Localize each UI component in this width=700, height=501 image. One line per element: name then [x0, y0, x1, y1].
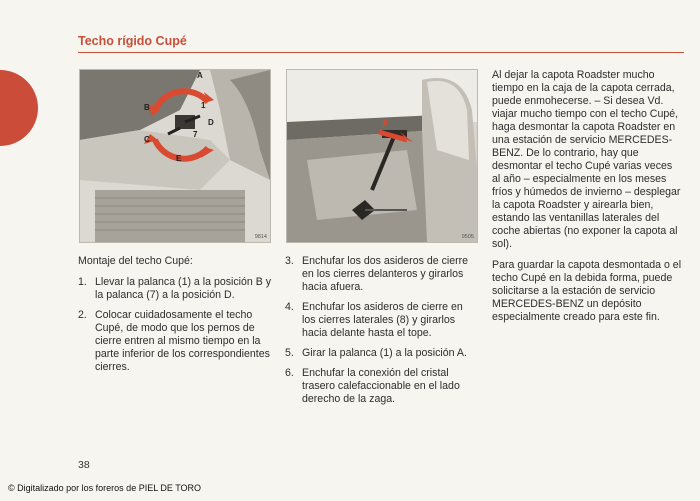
chapter-tab-marker [0, 70, 38, 146]
mount-intro: Montaje del techo Cupé: [78, 255, 193, 267]
column-1 [78, 255, 273, 381]
column-2 [285, 255, 475, 413]
figure-left-number: 9814 [254, 234, 267, 240]
step-text: Girar la palanca (1) a la posición A. [302, 347, 467, 359]
list-item [285, 301, 475, 340]
page-title: Techo rígido Cupé [78, 34, 187, 48]
step-number: 4. [285, 301, 294, 313]
label-7: 7 [193, 130, 198, 139]
paragraph-storage-warning: Al dejar la capota Roadster mucho tiempo en la caja de la capota cerrada, puede enmohecerse. – Si desea Vd. viajar mucho tiempo con el techo Cupé, haga desmontar la capota Roadster en una estación de servicio MERCEDES-BENZ. De lo contrario, hay que desmontar el techo Cupé varias veces al año – especialmente en los meses fríos y húmedos de invierno – desplegar la capota Roadster y airearla bien, estando las ventanillas laterales del coche abiertas (no exponer la capota al sol). [492, 69, 681, 250]
label-1: 1 [201, 101, 206, 110]
label-C: C [144, 135, 150, 144]
list-item [285, 367, 475, 406]
step-number: 1. [78, 276, 87, 288]
list-item [285, 347, 475, 360]
label-D: D [208, 118, 214, 127]
step-text: Enchufar los asideros de cierre en los cierres laterales (8) y girarlos hacia delante hasta el tope. [302, 301, 463, 339]
label-B: B [144, 103, 150, 112]
figure-middle-illustration [287, 70, 477, 242]
step-text: Enchufar los dos asideros de cierre en los cierres delanteros y girarlos hacia afuera. [302, 255, 469, 293]
footer-credit: © Digitalizado por los foreros de PIEL DE TORO [8, 483, 202, 493]
label-E: E [176, 154, 182, 163]
step-text: Colocar cuidadosamente el techo Cupé, de modo que los pernos de cierre entren al mismo tiempo en la parte inferior de los correspondientes cierres. [95, 309, 270, 373]
page-number: 38 [78, 459, 90, 471]
figure-middle-number: 9505 [461, 234, 474, 240]
figure-left-illustration [80, 70, 270, 242]
step-text: Llevar la palanca (1) a la posición B y la palanca (7) a la posición D. [95, 276, 272, 301]
header-divider [78, 52, 684, 53]
column-3 [492, 69, 682, 332]
step-number: 6. [285, 367, 294, 379]
steps-list-2 [285, 255, 475, 406]
step-number: 3. [285, 255, 294, 267]
figure-left-photo [79, 69, 271, 243]
step-number: 5. [285, 347, 294, 359]
label-8: 8 [383, 118, 388, 127]
step-text: Enchufar la conexión del cristal trasero calefaccionable en el lado derecho de la zaga. [302, 367, 460, 405]
step-number: 2. [78, 309, 87, 321]
list-item [78, 309, 273, 374]
figure-middle-photo [286, 69, 478, 243]
list-item [78, 276, 273, 302]
list-item [285, 255, 475, 294]
steps-list-1 [78, 276, 273, 374]
paragraph-storage-depot: Para guardar la capota desmontada o el techo Cupé en la debida forma, puede solicitarse a la estación de servicio MERCEDES-BENZ un depósito especialmente creado para este fin. [492, 259, 682, 323]
label-A: A [197, 71, 203, 80]
